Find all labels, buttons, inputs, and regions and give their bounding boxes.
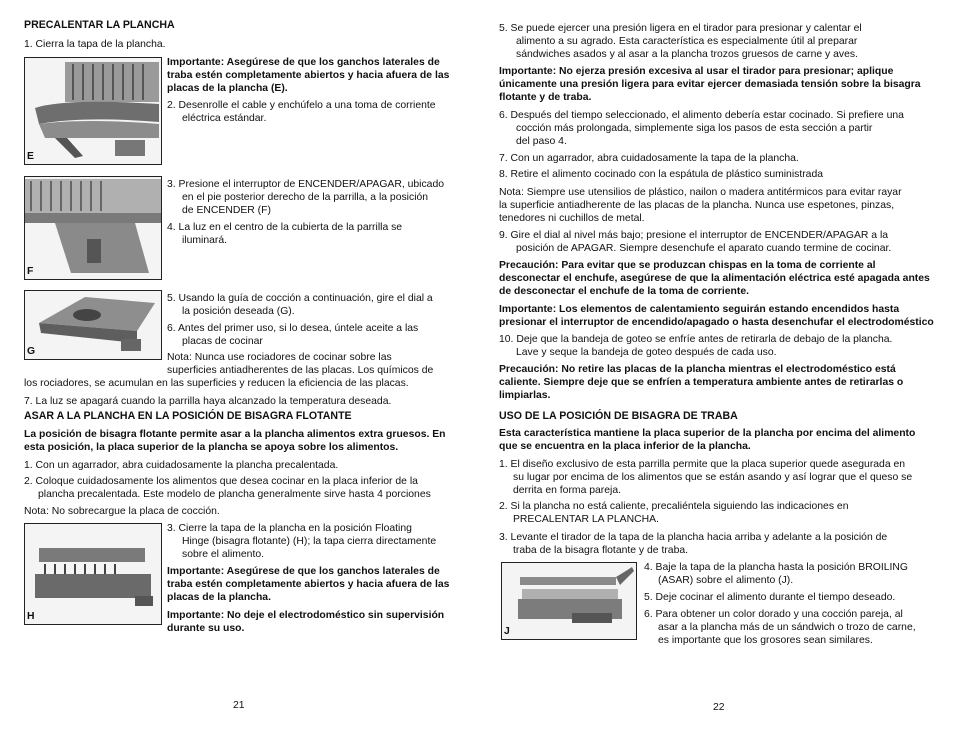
floating-step-2-line-1: 2. Coloque cuidadosamente los alimentos que desea cocinar en la placa inferior de la [24, 476, 418, 487]
lock-step-1-line-1: 1. El diseño exclusivo de esta parrilla permite que la placa superior quede asegurada en [499, 459, 906, 470]
floating-step-2-line-2: plancha precalentada. Este modelo de plancha generalmente sirve hasta 4 porciones [38, 489, 431, 500]
figure-label: F [27, 266, 34, 277]
step-2-line-1: 2. Desenrolle el cable y enchúfelo a una toma de corriente [167, 100, 436, 111]
important-latch-line-3: placas de la plancha (E). [167, 83, 288, 94]
step-3-line-3: de ENCENDER (F) [182, 205, 271, 216]
step-6-line-1: 6. Después del tiempo seleccionado, el alimento debería estar cocinado. Si prefiere una [499, 110, 904, 121]
important-latch2-line-1: Importante: Asegúrese de que los ganchos laterales de [167, 566, 440, 577]
caution-sparks-line-1: Precaución: Para evitar que se produzcan chispas en la toma de corriente al [499, 260, 876, 271]
figure-f [24, 176, 162, 280]
lock-step-6-line-1: 6. Para obtener un color dorado y una cocción pareja, al [644, 609, 903, 620]
step-8: 8. Retire el alimento cocinado con la espátula de plástico suministrada [499, 169, 824, 180]
figure-label: E [27, 151, 34, 162]
dial-illustration [25, 291, 161, 359]
step-2-line-2: eléctrica estándar. [182, 113, 267, 124]
note-overload: Nota: No sobrecargue la placa de cocción. [24, 506, 220, 517]
step-5-line-2: la posición deseada (G). [182, 306, 295, 317]
caution-plates-line-3: limpiarlas. [499, 390, 551, 401]
page-number: 21 [233, 700, 245, 711]
lock-step-4-line-1: 4. Baje la tapa de la plancha hasta la posición BROILING [644, 562, 908, 573]
important-supervision-line-2: durante su uso. [167, 623, 245, 634]
floating-step-3-line-2: Hinge (bisagra flotante) (H); la tapa cierra directamente [182, 536, 437, 547]
important-latch-line-2: traba estén completamente abiertos y hacia afuera de las [167, 70, 450, 81]
caution-sparks-line-2: desconectar el enchufe, asegúrese de que la alimentación eléctrica esté apagada antes [499, 273, 930, 284]
left-page [24, 0, 454, 738]
figure-e [24, 57, 162, 165]
lock-step-6-line-2: asar a la plancha más de un sándwich o trozo de carne, [658, 622, 916, 633]
note-utensils-line-2: la superficie antiadherente de las placas de la plancha. Nunca use espetones, pinzas, [499, 200, 895, 211]
note-utensils-line-1: Nota: Siempre use utensilios de plástico, nailon o madera antitérmicos para evitar rayar [499, 187, 902, 198]
important-pressure-line-2: únicamente una presión ligera para evitar ejercer demasiada tensión sobre la bisagra [499, 79, 921, 90]
figure-label: H [27, 611, 35, 622]
important-pressure-line-1: Importante: No ejerza presión excesiva al usar el tirador para presionar; aplique [499, 66, 894, 77]
locked-broiling-illustration [502, 563, 636, 639]
floating-step-3-line-1: 3. Cierre la tapa de la plancha en la posición Floating [167, 523, 412, 534]
step-5-line-1: 5. Se puede ejercer una presión ligera en el tirador para presionar y calentar el [499, 23, 862, 34]
step-9-line-1: 9. Gire el dial al nivel más bajo; presione el interruptor de ENCENDER/APAGAR a la [499, 230, 889, 241]
figure-j [501, 562, 637, 640]
right-page [499, 0, 933, 738]
section-heading-lock-hinge: USO DE LA POSICIÓN DE BISAGRA DE TRABA [499, 410, 738, 422]
caution-sparks-line-3: de desconectar el enchufe de la toma de corriente. [499, 286, 750, 297]
step-6-line-1: 6. Antes del primer uso, si lo desea, úntele aceite a las [167, 323, 419, 334]
caution-plates-line-2: caliente. Siempre deje que se enfríen a temperatura ambiente antes de retirarlas o [499, 377, 904, 388]
lock-step-2-line-1: 2. Si la plancha no está caliente, precaliéntela siguiendo las indicaciones en [499, 501, 849, 512]
lock-step-5: 5. Deje cocinar el alimento durante el tiempo deseado. [644, 592, 896, 603]
figure-g [24, 290, 162, 360]
step-10-line-1: 10. Deje que la bandeja de goteo se enfríe antes de retirarla de debajo de la plancha. [499, 334, 893, 345]
important-heating-line-1: Importante: Los elementos de calentamiento seguirán estando encendidos hasta [499, 304, 900, 315]
note-spray-line-1: Nota: Nunca use rociadores de cocinar sobre las [167, 352, 392, 363]
lock-intro-line-1: Esta característica mantiene la placa superior de la plancha por encima del alimento [499, 428, 916, 439]
floating-hinge-illustration [25, 524, 161, 624]
figure-label: J [504, 626, 510, 637]
floating-intro-line-2: esta posición, la placa superior de la plancha se apoya sobre los alimentos. [24, 442, 399, 453]
figure-h [24, 523, 162, 625]
lock-intro-line-2: que se encuentra en la placa inferior de la plancha. [499, 441, 751, 452]
important-latch2-line-2: traba estén completamente abiertos y hacia afuera de las [167, 579, 450, 590]
lock-step-3-line-2: traba de la bisagra flotante y de traba. [513, 545, 689, 556]
note-spray-line-3: los rociadores, se acumulan en las superficies y reducen la eficiencia de las placas. [24, 378, 409, 389]
floating-intro-line-1: La posición de bisagra flotante permite asar a la plancha alimentos extra gruesos. En [24, 429, 446, 440]
step-3-line-2: en el pie posterior derecho de la parrilla, a la posición [182, 192, 429, 203]
step-6-line-2: placas de cocinar [182, 336, 263, 347]
section-heading-floating: ASAR A LA PLANCHA EN LA POSICIÓN DE BISAGRA FLOTANTE [24, 410, 352, 422]
lock-step-1-line-2: su lugar por encima de los alimentos que se están asando y así lograr que el queso se [513, 472, 913, 483]
step-3-line-1: 3. Presione el interruptor de ENCENDER/APAGAR, ubicado [167, 179, 445, 190]
lock-step-1-line-3: derrita en forma pareja. [513, 485, 622, 496]
grill-latch-illustration [25, 58, 161, 164]
floating-step-1: 1. Con un agarrador, abra cuidadosamente la plancha precalentada. [24, 460, 339, 471]
floating-step-3-line-3: sobre el alimento. [182, 549, 265, 560]
important-heating-line-2: presionar el interruptor de encendido/apagado o hasta desenchufar el electrodoméstico [499, 317, 934, 328]
power-switch-illustration [25, 177, 161, 279]
caution-plates-line-1: Precaución: No retire las placas de la plancha mientras el electrodoméstico está [499, 364, 896, 375]
step-1: 1. Cierra la tapa de la plancha. [24, 39, 166, 50]
lock-step-6-line-3: es importante que los grosores sean similares. [658, 635, 873, 646]
note-spray-line-2: superficies antiadherentes de las placas. Los químicos de [167, 365, 434, 376]
important-latch2-line-3: placas de la plancha. [167, 592, 271, 603]
step-10-line-2: Lave y seque la bandeja de goteo después de cada uso. [516, 347, 777, 358]
important-supervision-line-1: Importante: No deje el electrodoméstico sin supervisión [167, 610, 445, 621]
figure-label: G [27, 346, 36, 357]
step-4-line-1: 4. La luz en el centro de la cubierta de la parrilla se [167, 222, 403, 233]
lock-step-2-line-2: PRECALENTAR LA PLANCHA. [513, 514, 659, 525]
step-9-line-2: posición de APAGAR. Siempre desenchufe el aparato cuando termine de cocinar. [516, 243, 892, 254]
lock-step-3-line-1: 3. Levante el tirador de la tapa de la plancha hacia arriba y adelante a la posición de [499, 532, 888, 543]
note-utensils-line-3: tenedores ni cuchillos de metal. [499, 213, 645, 224]
important-latch-line-1: Importante: Asegúrese de que los ganchos laterales de [167, 57, 440, 68]
step-5-line-3: sándwiches asados y al asar a la plancha trozos gruesos de carne y aves. [516, 49, 858, 60]
step-5-line-1: 5. Usando la guía de cocción a continuación, gire el dial a [167, 293, 433, 304]
lock-step-4-line-2: (ASAR) sobre el alimento (J). [658, 575, 794, 586]
step-7: 7. La luz se apagará cuando la parrilla haya alcanzado la temperatura deseada. [24, 396, 392, 407]
step-5-line-2: alimento a su agrado. Esta característica es especialmente útil al preparar [516, 36, 858, 47]
step-7: 7. Con un agarrador, abra cuidadosamente la tapa de la plancha. [499, 153, 799, 164]
page-number: 22 [713, 702, 725, 713]
step-6-line-2: cocción más prolongada, simplemente siga los pasos de esta sección a partir [516, 123, 873, 134]
section-heading-preheat: PRECALENTAR LA PLANCHA [24, 19, 175, 31]
step-4-line-2: iluminará. [182, 235, 228, 246]
step-6-line-3: del paso 4. [516, 136, 567, 147]
important-pressure-line-3: flotante y de traba. [499, 92, 592, 103]
